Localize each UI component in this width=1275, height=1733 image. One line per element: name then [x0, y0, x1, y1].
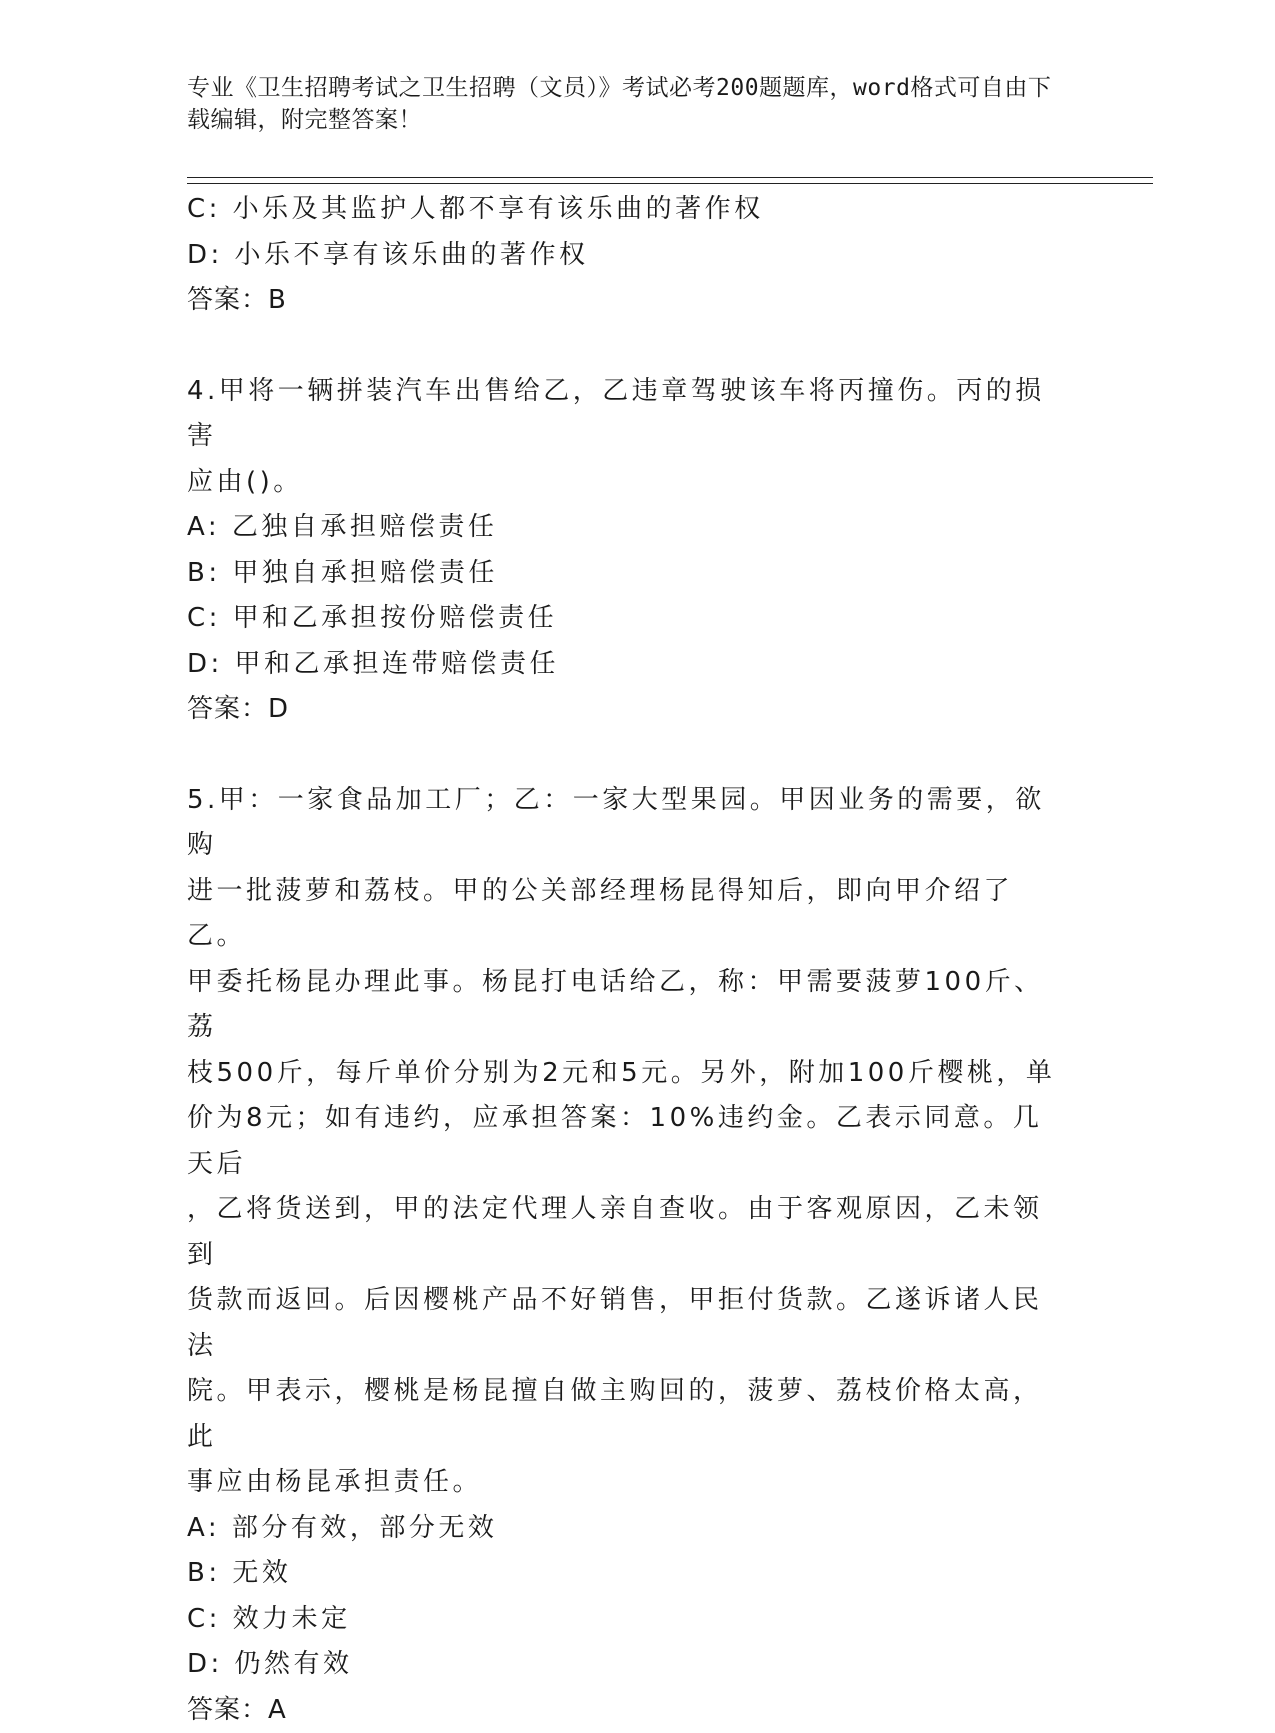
answer-line: 答案：D — [187, 687, 1067, 733]
question-stem-line: 枝500斤，每斤单价分别为2元和5元。另外，附加100斤樱桃，单 — [187, 1051, 1067, 1097]
answer-line: 答案：B — [187, 278, 1067, 324]
question-stem-line: 4.甲将一辆拼装汽车出售给乙，乙违章驾驶该车将丙撞伤。丙的损害 — [187, 369, 1067, 460]
question-stem-line: 事应由杨昆承担责任。 — [187, 1460, 1067, 1506]
header-divider-top — [187, 177, 1153, 178]
question-4 — [187, 369, 1067, 733]
answer-line: 答案：A — [187, 1688, 1067, 1733]
question-stem-line: 应由()。 — [187, 460, 1067, 506]
question-stem-line: 院。甲表示，樱桃是杨昆擅自做主购回的，菠萝、荔枝价格太高，此 — [187, 1369, 1067, 1460]
option-b: B: 无效 — [187, 1551, 1067, 1597]
question-3-tail — [187, 187, 1067, 324]
option-b: B: 甲独自承担赔偿责任 — [187, 551, 1067, 597]
option-d: D: 小乐不享有该乐曲的著作权 — [187, 233, 1067, 279]
question-stem-line: 进一批菠萝和荔枝。甲的公关部经理杨昆得知后，即向甲介绍了乙。 — [187, 869, 1067, 960]
option-d: D: 仍然有效 — [187, 1642, 1067, 1688]
question-5 — [187, 778, 1067, 1733]
option-c: C: 甲和乙承担按份赔偿责任 — [187, 596, 1067, 642]
option-d: D: 甲和乙承担连带赔偿责任 — [187, 642, 1067, 688]
spacer — [187, 324, 1067, 369]
option-a: A: 部分有效，部分无效 — [187, 1506, 1067, 1552]
option-c: C: 小乐及其监护人都不享有该乐曲的著作权 — [187, 187, 1067, 233]
option-c: C: 效力未定 — [187, 1597, 1067, 1643]
question-stem-line: ，乙将货送到，甲的法定代理人亲自查收。由于客观原因，乙未领到 — [187, 1187, 1067, 1278]
question-stem-line: 甲委托杨昆办理此事。杨昆打电话给乙，称：甲需要菠萝100斤、荔 — [187, 960, 1067, 1051]
header-divider-bottom — [187, 183, 1153, 184]
document-body — [187, 187, 1067, 1733]
option-a: A: 乙独自承担赔偿责任 — [187, 505, 1067, 551]
question-stem-line: 货款而返回。后因樱桃产品不好销售，甲拒付货款。乙遂诉诸人民法 — [187, 1278, 1067, 1369]
question-stem-line: 5.甲：一家食品加工厂；乙：一家大型果园。甲因业务的需要，欲购 — [187, 778, 1067, 869]
spacer — [187, 733, 1067, 778]
document-header: 专业《卫生招聘考试之卫生招聘（文员）》考试必考200题题库，word格式可自由下载编辑，附完整答案！ — [187, 72, 1067, 136]
question-stem-line: 价为8元；如有违约，应承担答案：10%违约金。乙表示同意。几天后 — [187, 1096, 1067, 1187]
